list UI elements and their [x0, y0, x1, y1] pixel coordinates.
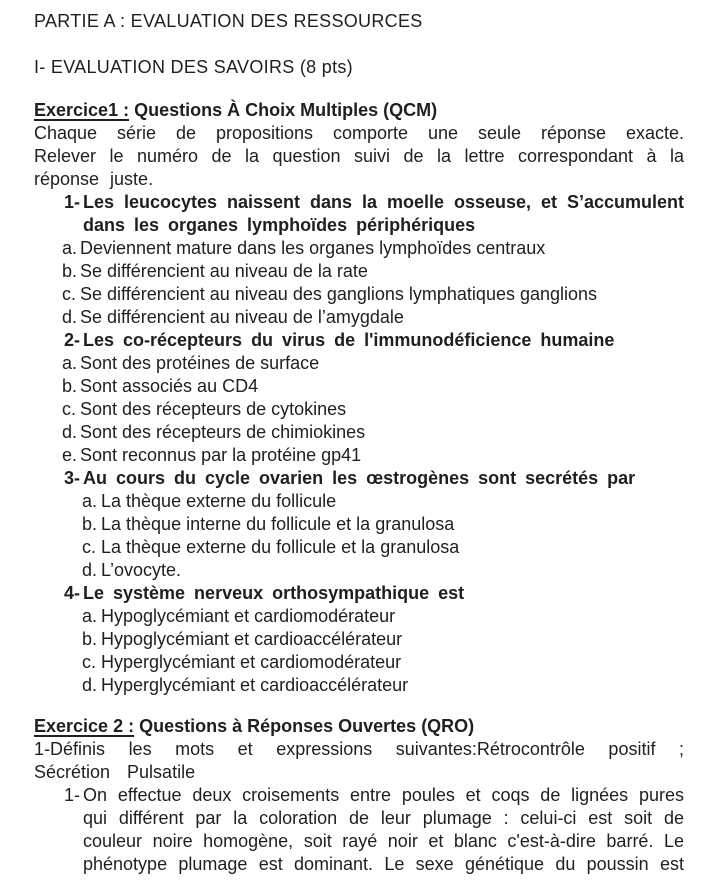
option-row [82, 674, 684, 697]
item-text: On effectue deux croisements entre poules et coqs de lignées pures qui différent par la coloration de leur plumage : celui-ci est soit de couleur noire homogène, soit rayé noir et blanc c'est-à-dire barré. Le phénotype plumage est dominant. Le sexe génétique du poussin est [83, 785, 684, 874]
question-number: 2- [64, 330, 81, 350]
option-letter: c. [82, 537, 97, 557]
option-row [82, 651, 684, 674]
exercise1-heading [34, 99, 684, 122]
exercise2-item2 [64, 784, 684, 876]
option-text: L’ovocyte. [101, 560, 182, 580]
exercise2-heading [34, 715, 684, 738]
option-letter: a. [62, 353, 78, 373]
section-spacer [34, 697, 684, 715]
part-title: PARTIE A : EVALUATION DES RESSOURCES [34, 11, 423, 31]
exercise1-intro: Chaque série de propositions comporte une seule réponse exacte. Relever le numéro de la question suivi de la lettre correspondant à la réponse juste. [34, 123, 684, 189]
question-text: Le système nerveux orthosympathique est [83, 583, 465, 603]
option-row [62, 237, 684, 260]
option-text: Sont des récepteurs de chimiokines [80, 422, 366, 442]
option-text: La thèque externe du follicule [101, 491, 337, 511]
question-text: Les co-récepteurs du virus de l'immunodéficience humaine [83, 330, 615, 350]
option-letter: b. [82, 629, 98, 649]
option-text: Se différencient au niveau de la rate [80, 261, 368, 281]
option-text: La thèque externe du follicule et la granulosa [101, 537, 460, 557]
exercise2-item1: 1-Définis les mots et expressions suivantes:Rétrocontrôle positif ; Sécrétion Pulsatile [34, 739, 684, 782]
option-text: Hyperglycémiant et cardiomodérateur [101, 652, 402, 672]
question-row [64, 191, 684, 237]
option-row [62, 375, 684, 398]
exercise1-label: Exercice1 : [34, 100, 130, 120]
option-row [62, 398, 684, 421]
item-number: 1- [64, 785, 81, 805]
option-text: Sont reconnus par la protéine gp41 [80, 445, 362, 465]
option-letter: b. [62, 376, 78, 396]
section-title: I- EVALUATION DES SAVOIRS (8 pts) [34, 57, 353, 77]
question-number: 3- [64, 468, 81, 488]
option-letter: b. [82, 514, 98, 534]
question-row [64, 582, 684, 605]
option-letter: b. [62, 261, 78, 281]
option-text: Hypoglycémiant et cardioaccélérateur [101, 629, 403, 649]
option-letter: d. [82, 675, 98, 695]
option-text: Sont des protéines de surface [80, 353, 320, 373]
question-row [64, 329, 684, 352]
exercise2-title: Questions à Réponses Ouvertes (QRO) [139, 716, 475, 736]
option-text: Se différencient au niveau des ganglions lymphatiques ganglions [80, 284, 598, 304]
exercise2-label: Exercice 2 : [34, 716, 135, 736]
option-row [82, 605, 684, 628]
question-number: 4- [64, 583, 81, 603]
option-row [62, 352, 684, 375]
option-letter: e. [62, 445, 78, 465]
option-row [62, 306, 684, 329]
question-number: 1- [64, 192, 81, 212]
option-text: Deviennent mature dans les organes lymphoïdes centraux [80, 238, 546, 258]
option-letter: c. [82, 652, 97, 672]
option-letter: d. [62, 422, 78, 442]
option-text: Sont associés au CD4 [80, 376, 259, 396]
question-row [64, 467, 684, 490]
option-row [62, 444, 684, 467]
option-row [62, 421, 684, 444]
option-row [62, 283, 684, 306]
option-letter: c. [62, 284, 77, 304]
option-letter: a. [62, 238, 78, 258]
option-letter: c. [62, 399, 77, 419]
option-letter: d. [82, 560, 98, 580]
question-text: Au cours du cycle ovarien les œstrogènes sont secrétés par [83, 468, 636, 488]
option-row [62, 260, 684, 283]
option-row [82, 536, 684, 559]
option-text: La thèque interne du follicule et la granulosa [101, 514, 455, 534]
option-letter: a. [82, 606, 98, 626]
option-text: Hyperglycémiant et cardioaccélérateur [101, 675, 409, 695]
option-row [82, 490, 684, 513]
option-text: Hypoglycémiant et cardiomodérateur [101, 606, 396, 626]
option-row [82, 628, 684, 651]
option-row [82, 513, 684, 536]
question-text: Les leucocytes naissent dans la moelle osseuse, et S’accumulent dans les organes lymphoïdes périphériques [83, 192, 684, 235]
option-text: Sont des récepteurs de cytokines [80, 399, 347, 419]
option-letter: d. [62, 307, 78, 327]
option-row [82, 559, 684, 582]
option-letter: a. [82, 491, 98, 511]
exercise1-title: Questions À Choix Multiples (QCM) [134, 100, 438, 120]
option-text: Se différencient au niveau de l’amygdale [80, 307, 404, 327]
